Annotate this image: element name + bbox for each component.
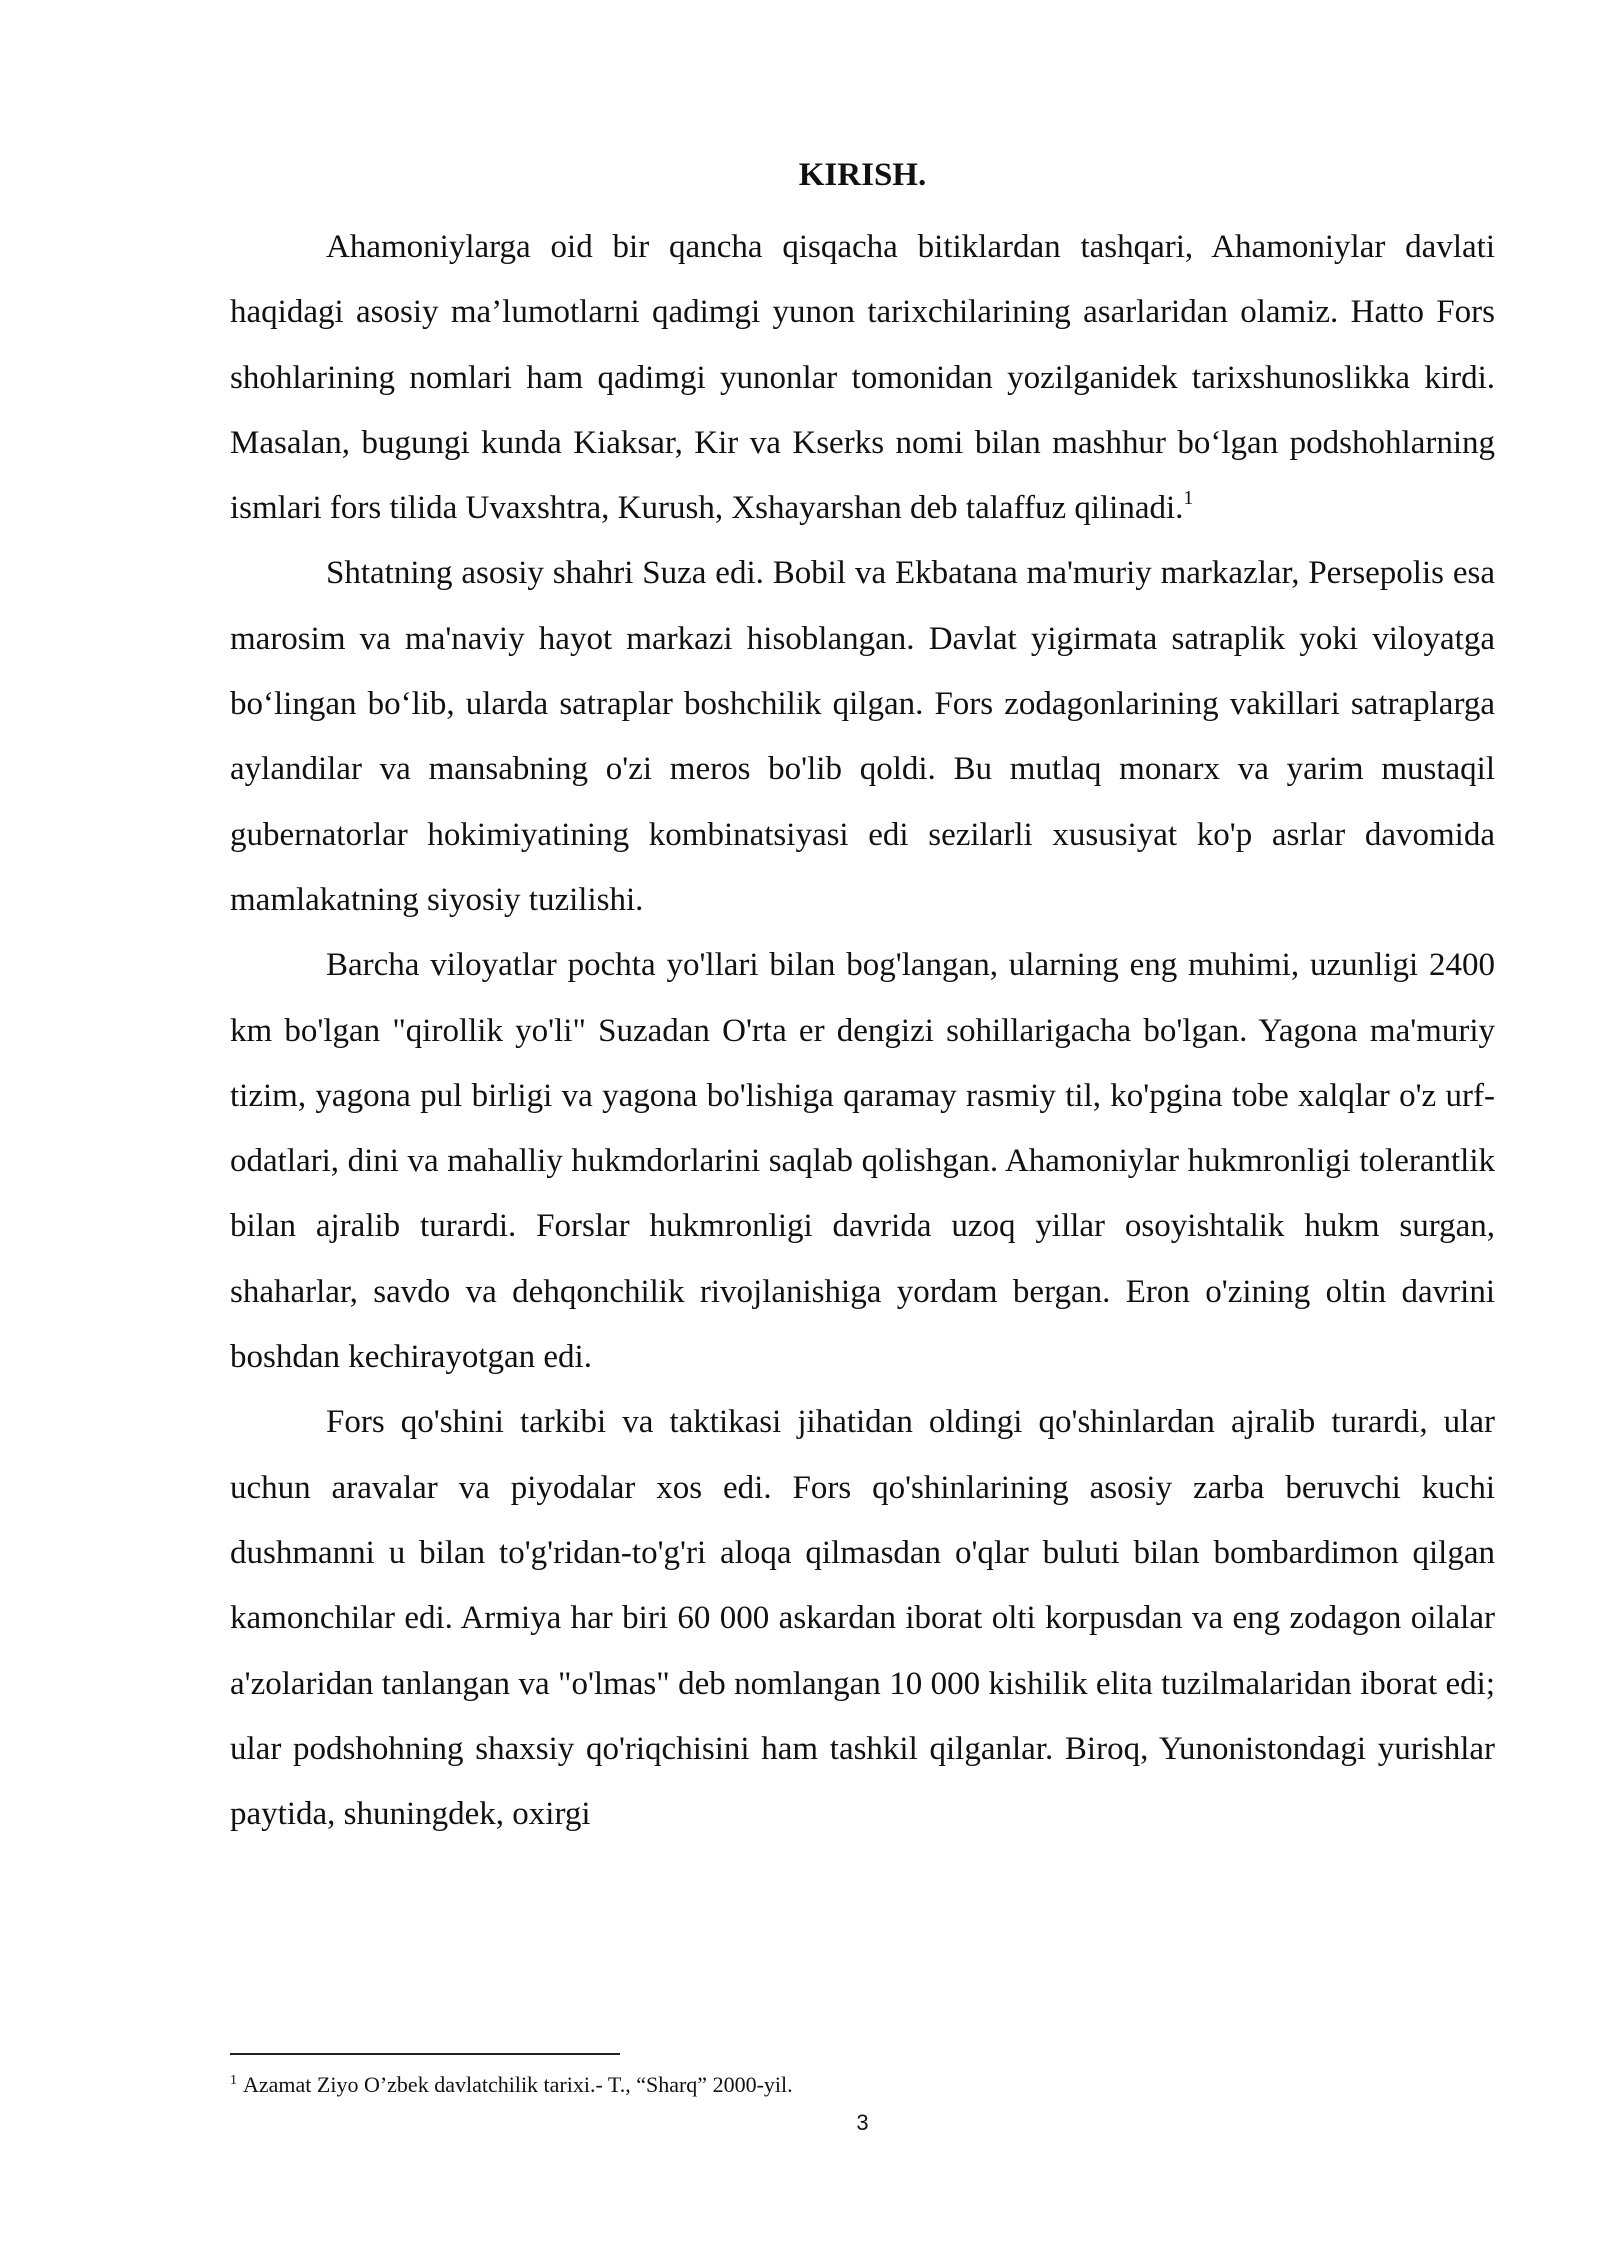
page-number: 3 [856,2110,869,2135]
footnote-mark: 1 [230,2073,237,2088]
footnote [230,2070,1495,2100]
paragraph-2: Shtatning asosiy shahri Suza edi. Bobil va Ekbatana ma'muriy markazlar, Persepolis esa marosim va ma'naviy hayot markazi hisoblangan. Davlat yigirmata satraplik yoki viloyatga bo‘lingan bo‘lib, ularda satraplar boshchilik qilgan. Fors zodagonlarining vakillari satraplarga aylandilar va mansabning o'zi meros bo'lib qoldi. Bu mutlaq monarx va yarim mustaqil gubernatorlar hokimiyatining kombinatsiyasi edi sezilarli xususiyat ko'p asrlar davomida mamlakatning siyosiy tuzilishi. [230,555,1495,918]
paragraph-4: Fors qo'shini tarkibi va taktikasi jihatidan oldingi qo'shinlardan ajralib turardi, ular uchun aravalar va piyodalar xos edi. Fors qo'shinlarining asosiy zarba beruvchi kuchi dushmanni u bilan to'g'ridan-to'g'ri aloqa qilmasdan o'qlar buluti bilan bombardimon qilgan kamonchilar edi. Armiya har biri 60 000 askardan iborat olti korpusdan va eng zodagon oilalar a'zolaridan tanlangan va "o'lmas" deb nomlangan 10 000 kishilik elita tuzilmalaridan iborat edi; ular podshohning shaxsiy qo'riqchisini ham tashkil qilganlar. Biroq, Yunonistondagi yurishlar paytida, shuningdek, oxirgi [230,1404,1495,1833]
footnote-text: Azamat Ziyo O’zbek davlatchilik tarixi.- T., “Sharq” 2000-yil. [243,2072,793,2097]
footnote-separator [230,2053,620,2055]
body-text [230,215,1495,1847]
footnote-reference[interactable]: 1 [1183,487,1194,510]
paragraph-3: Barcha viloyatlar pochta yo'llari bilan bog'langan, ularning eng muhimi, uzunligi 2400 km bo'lgan "qirollik yo'li" Suzadan O'rta er dengizi sohillarigacha bo'lgan. Yagona ma'muriy tizim, yagona pul birligi va yagona bo'lishiga qaramay rasmiy til, ko'pgina tobe xalqlar o'z urf-odatlari, dini va mahalliy hukmdorlarini saqlab qolishgan. Ahamoniylar hukmronligi tolerantlik bilan ajralib turardi. Forslar hukmronligi davrida uzoq yillar osoyishtalik hukm surgan, shaharlar, savdo va dehqonchilik rivojlanishiga yordam bergan. Eron o'zining oltin davrini boshdan kechirayotgan edi. [230,947,1495,1376]
paragraph-1-text: Ahamoniylarga oid bir qancha qisqacha bitiklardan tashqari, Ahamoniylar davlati haqidagi asosiy ma’lumotlarni qadimgi yunon tarixchilarining asarlaridan olamiz. Hatto Fors shohlarining nomlari ham qadimgi yunonlar tomonidan yozilganidek tarixshunoslikka kirdi. Masalan, bugungi kunda Kiaksar, Kir va Kserks nomi bilan mashhur bo‘lgan podshohlarning ismlari fors tilida Uvaxshtra, Kurush, Xshayarshan deb talaffuz qilinadi. [230,229,1495,527]
page-title: KIRISH. [798,157,927,193]
paragraph-1 [230,215,1495,541]
